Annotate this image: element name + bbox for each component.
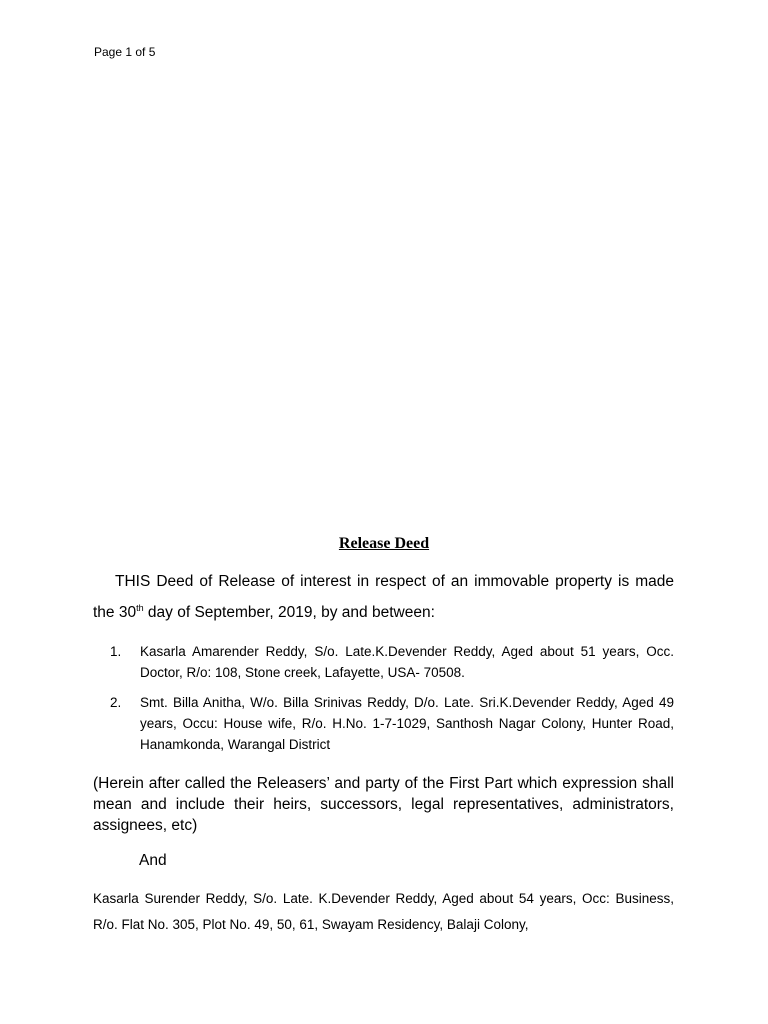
herein-clause: (Herein after called the Releasers’ and party of the First Part which expression shall mean and include their heirs, successors, legal representatives, administrators, assignees, etc) xyxy=(93,775,674,834)
and-separator: And xyxy=(139,852,167,869)
first-parties-list xyxy=(110,641,674,764)
party-item xyxy=(110,692,674,755)
page-number: Page 1 of 5 xyxy=(94,45,156,59)
intro-text-part1: THIS Deed of Release of interest in respect of an immovable property is made the 30 xyxy=(93,573,674,621)
intro-ordinal-suffix: th xyxy=(136,602,144,613)
party-details: Smt. Billa Anitha, W/o. Billa Srinivas Reddy, D/o. Late. Sri.K.Devender Reddy, Aged 49 years, Occu: House wife, R/o. H.No. 1-7-1029, Santhosh Nagar Colony, Hunter Road, Hanamkonda, Warangal District xyxy=(140,695,674,752)
party-item xyxy=(110,641,674,683)
intro-text-part2: day of September, 2019, by and between: xyxy=(143,604,435,621)
intro-paragraph xyxy=(93,566,674,628)
party-number: 2. xyxy=(110,695,122,710)
party-number: 1. xyxy=(110,644,122,659)
second-party-details: Kasarla Surender Reddy, S/o. Late. K.Devender Reddy, Aged about 54 years, Occ: Business, R/o. Flat No. 305, Plot No. 49, 50, 61, Swayam Residency, Balaji Colony, xyxy=(93,891,674,932)
party-details: Kasarla Amarender Reddy, S/o. Late.K.Devender Reddy, Aged about 51 years, Occ. Doctor, R/o: 108, Stone creek, Lafayette, USA- 70508. xyxy=(140,644,674,680)
document-title: Release Deed xyxy=(338,535,430,552)
